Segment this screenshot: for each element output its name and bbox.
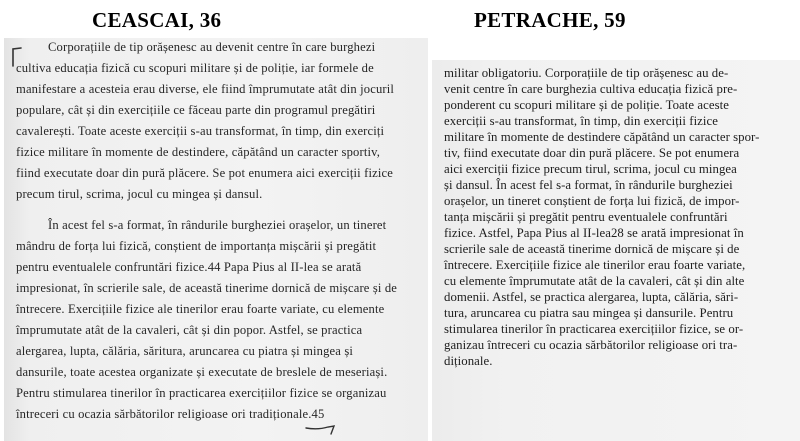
right-text-line: exerciții s-au transformat, în timp, din exerciții fizice <box>444 114 718 128</box>
right-text-line: orașelor, un tineret conștient de forța lui fizică, de impor- <box>444 194 740 208</box>
right-text-line: venit centre în care burghezia cultiva educația fizică pre- <box>444 82 738 96</box>
left-text-line: manifestare a acesteia erau diverse, ele fiind împrumutate atât din jocuril <box>16 82 395 96</box>
left-text-line: împrumutate atât de la cavaleri, cât și din popor. Astfel, se practica <box>16 323 363 337</box>
right-text-line: ganizau întreceri cu ocazia sărbătorilor religioase ori tra- <box>444 338 738 352</box>
right-text-line: fizice. Astfel, Papa Pius al II-lea28 se arată impresionat în <box>444 226 744 240</box>
left-text-line: Pentru stimularea tinerilor în practicarea exercițiilor fizice se organizau <box>16 386 387 400</box>
right-text-line: stimularea tinerilor în practicarea exercițiilor fizice, se or- <box>444 322 744 336</box>
left-text-line: întreceri cu ocazia sărbătorilor religioase ori tradiționale.45 <box>16 407 325 421</box>
left-text-line: Corporațiile de tip orășenesc au devenit centre în care burghezi <box>48 40 376 54</box>
right-text-line: scrierile sale de această tinerime dornică de mișcare și de <box>444 242 740 256</box>
right-text-line: militare în momente de destindere căpătând un caracter spor- <box>444 130 760 144</box>
right-column-header: PETRACHE, 59 <box>474 8 626 32</box>
left-text-line: populare, cât și din exercițiile ce făceau parte din programul pregătiri <box>16 103 376 117</box>
right-text-line: cu elemente împrumutate atât de la cavaleri, cât și din alte <box>444 274 745 288</box>
right-text-line: domenii. Astfel, se practica alergarea, lupta, călăria, sări- <box>444 290 739 304</box>
right-text-line: militar obligatoriu. Corporațiile de tip orășenesc au de- <box>444 66 729 80</box>
left-text-line: alergarea, lupta, călăria, săritura, aruncarea cu piatra și mingea și <box>16 344 354 358</box>
right-text-line: tanța mișcării și pregătit pentru eventualele confruntări <box>444 210 728 224</box>
left-text-line: precum tirul, scrima, jocul cu mingea și dansul. <box>16 187 263 201</box>
right-text-line: și dansul. În acest fel s-a format, în rândurile burgheziei <box>444 178 733 192</box>
left-text-line: pentru eventualele confruntări fizice.44 Papa Pius al II-lea se arată <box>16 260 362 274</box>
right-text-line: ponderent cu scopuri militare și de poliție. Toate aceste <box>444 98 729 112</box>
handwritten-underline-mark <box>304 418 344 436</box>
left-text-line: fiind executate doar din pură plăcere. Se pot enumera aici exerciții fizice <box>16 166 393 180</box>
right-scanned-excerpt <box>432 60 800 441</box>
left-text-line: În acest fel s-a format, în rândurile burgheziei orașelor, un tineret <box>48 218 387 232</box>
right-text-line: tiv, fiind executate doar din pură plăcere. Se pot enumera <box>444 146 740 160</box>
right-text-line: diționale. <box>444 354 493 368</box>
right-text-line: întrecere. Exercițiile fizice ale tinerilor erau foarte variate, <box>444 258 746 272</box>
left-text-line: dansurile, toate acestea organizate și executate de breslele de meseriași. <box>16 365 388 379</box>
left-column-header: CEASCAI, 36 <box>92 8 222 32</box>
left-scanned-excerpt <box>4 38 428 441</box>
left-text-line: întrecere. Exercițiile fizice ale tinerilor erau foarte variate, cu elemente <box>16 302 385 316</box>
right-text-line: aici exerciții fizice precum tirul, scrima, jocul cu mingea <box>444 162 737 176</box>
left-text-line: cavalerești. Toate aceste exerciții s-au transformat, în timp, din exerciți <box>16 124 385 138</box>
left-text-line: mândru de forța lui fizică, conștient de importanța mișcării și pregătit <box>16 239 377 253</box>
left-text-line: cultiva educația fizică cu scopuri militare și de poliție, iar formele de <box>16 61 374 75</box>
right-text-line: tura, aruncarea cu piatra sau mingea și dansurile. Pentru <box>444 306 734 320</box>
left-text-line: impresionat, în scrierile sale, de această tinerime dornică de mișcare și de <box>16 281 398 295</box>
left-text-line: fizice militare în momente de destindere, căpătând un caracter sportiv, <box>16 145 381 159</box>
